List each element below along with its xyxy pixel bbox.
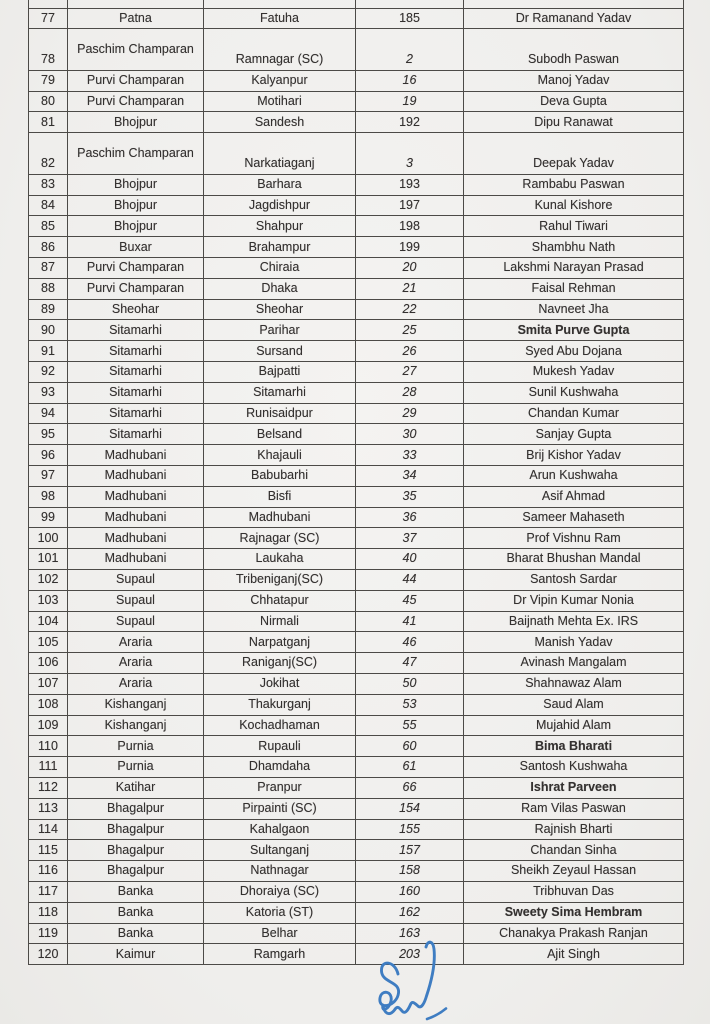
- cell-serial: 98: [29, 486, 68, 507]
- cell-constituency: Narpatganj: [204, 632, 356, 653]
- table-row: [29, 466, 684, 487]
- cell-candidate: Shambhu Nath: [464, 237, 684, 258]
- cell-serial: 99: [29, 507, 68, 528]
- cell-candidate: Baijnath Mehta Ex. IRS: [464, 611, 684, 632]
- cell-constituency: Thakurganj: [204, 694, 356, 715]
- cell-serial: 112: [29, 777, 68, 798]
- cell-candidate: Dr Ramanand Yadav: [464, 8, 684, 29]
- cell-serial: 107: [29, 674, 68, 695]
- cell-serial: 84: [29, 195, 68, 216]
- cell-constituency: Runisaidpur: [204, 403, 356, 424]
- cell-constituency: Ramnagar (SC): [204, 29, 356, 71]
- table-row: [29, 694, 684, 715]
- cell-constituency: Rupauli: [204, 736, 356, 757]
- cell-district: Purnia: [68, 736, 204, 757]
- cell-district: Sheohar: [68, 299, 204, 320]
- cell-number: 27: [356, 362, 464, 383]
- cell-candidate: Rahul Tiwari: [464, 216, 684, 237]
- table-row: [29, 486, 684, 507]
- cell-serial: 114: [29, 819, 68, 840]
- cell-constituency: Dhaka: [204, 278, 356, 299]
- table-row: [29, 840, 684, 861]
- cell-district: Paschim Champaran: [68, 29, 204, 71]
- cell-serial: 115: [29, 840, 68, 861]
- table-row: [29, 757, 684, 778]
- cell-number: 197: [356, 195, 464, 216]
- cell-constituency: Belhar: [204, 923, 356, 944]
- table-row: [29, 216, 684, 237]
- cell-district: Patna: [68, 8, 204, 29]
- cell-constituency: Brahampur: [204, 237, 356, 258]
- cell-number: 44: [356, 570, 464, 591]
- cell-serial: 94: [29, 403, 68, 424]
- cell-serial: 113: [29, 798, 68, 819]
- cell-candidate: Kunal Kishore: [464, 195, 684, 216]
- cell-number: 199: [356, 237, 464, 258]
- cell-district: Bhagalpur: [68, 861, 204, 882]
- cell-district: Purvi Champaran: [68, 278, 204, 299]
- cell-empty: [204, 0, 356, 8]
- cell-candidate: Sunil Kushwaha: [464, 382, 684, 403]
- cell-district: Sitamarhi: [68, 341, 204, 362]
- table-row: [29, 70, 684, 91]
- cell-number: 47: [356, 653, 464, 674]
- signature-dash-stroke: [427, 1009, 446, 1020]
- cell-number: 19: [356, 91, 464, 112]
- cell-district: Bhagalpur: [68, 798, 204, 819]
- table-row: [29, 861, 684, 882]
- cell-district: Katihar: [68, 777, 204, 798]
- cell-serial: 117: [29, 881, 68, 902]
- cell-number: 22: [356, 299, 464, 320]
- cell-district: Buxar: [68, 237, 204, 258]
- cell-number: 35: [356, 486, 464, 507]
- table-row: [29, 923, 684, 944]
- cell-candidate: Arun Kushwaha: [464, 466, 684, 487]
- cell-district: Bhagalpur: [68, 840, 204, 861]
- table-row: [29, 881, 684, 902]
- cell-candidate: Ram Vilas Paswan: [464, 798, 684, 819]
- cell-constituency: Katoria (ST): [204, 902, 356, 923]
- cell-serial: 116: [29, 861, 68, 882]
- cell-number: 37: [356, 528, 464, 549]
- cell-candidate: Chandan Kumar: [464, 403, 684, 424]
- cell-number: 198: [356, 216, 464, 237]
- cell-number: 34: [356, 466, 464, 487]
- cell-serial: 87: [29, 258, 68, 279]
- cell-serial: 95: [29, 424, 68, 445]
- table-row: [29, 237, 684, 258]
- cell-candidate: Manish Yadav: [464, 632, 684, 653]
- cell-candidate: Navneet Jha: [464, 299, 684, 320]
- cell-constituency: Bisfi: [204, 486, 356, 507]
- cell-number: 36: [356, 507, 464, 528]
- cell-constituency: Dhoraiya (SC): [204, 881, 356, 902]
- cell-candidate: Sanjay Gupta: [464, 424, 684, 445]
- cell-candidate: Syed Abu Dojana: [464, 341, 684, 362]
- cell-number: 66: [356, 777, 464, 798]
- cell-constituency: Ramgarh: [204, 944, 356, 965]
- cell-constituency: Tribeniganj(SC): [204, 570, 356, 591]
- cell-constituency: Nirmali: [204, 611, 356, 632]
- cell-candidate: Chandan Sinha: [464, 840, 684, 861]
- cell-serial: 118: [29, 902, 68, 923]
- cell-constituency: Chhatapur: [204, 590, 356, 611]
- cell-constituency: Parihar: [204, 320, 356, 341]
- cell-empty: [464, 0, 684, 8]
- table-row: [29, 362, 684, 383]
- table-row: [29, 674, 684, 695]
- table-row: [29, 528, 684, 549]
- cell-constituency: Bajpatti: [204, 362, 356, 383]
- cell-constituency: Kalyanpur: [204, 70, 356, 91]
- cell-empty: [356, 0, 464, 8]
- cell-constituency: Pirpainti (SC): [204, 798, 356, 819]
- cell-district: Bhojpur: [68, 216, 204, 237]
- table-row: [29, 902, 684, 923]
- cell-constituency: Motihari: [204, 91, 356, 112]
- cell-district: Purnia: [68, 757, 204, 778]
- cell-constituency: Jagdishpur: [204, 195, 356, 216]
- cell-serial: 105: [29, 632, 68, 653]
- cell-candidate: Ajit Singh: [464, 944, 684, 965]
- cell-constituency: Shahpur: [204, 216, 356, 237]
- cell-number: 154: [356, 798, 464, 819]
- cell-district: Madhubani: [68, 528, 204, 549]
- cell-candidate: Sweety Sima Hembram: [464, 902, 684, 923]
- cell-district: Banka: [68, 902, 204, 923]
- cell-district: Purvi Champaran: [68, 91, 204, 112]
- cell-serial: 85: [29, 216, 68, 237]
- cell-constituency: Jokihat: [204, 674, 356, 695]
- cell-serial: 111: [29, 757, 68, 778]
- cell-number: 28: [356, 382, 464, 403]
- cell-constituency: Nathnagar: [204, 861, 356, 882]
- cell-serial: 90: [29, 320, 68, 341]
- cell-serial: 82: [29, 133, 68, 175]
- cell-candidate: Asif Ahmad: [464, 486, 684, 507]
- cell-serial: 78: [29, 29, 68, 71]
- cell-serial: 91: [29, 341, 68, 362]
- cell-district: Araria: [68, 632, 204, 653]
- cell-candidate: Prof Vishnu Ram: [464, 528, 684, 549]
- cell-serial: 104: [29, 611, 68, 632]
- cell-constituency: Sheohar: [204, 299, 356, 320]
- cell-number: 193: [356, 174, 464, 195]
- cell-number: 45: [356, 590, 464, 611]
- table-row: [29, 944, 684, 965]
- cell-constituency: Narkatiaganj: [204, 133, 356, 175]
- table-row: [29, 382, 684, 403]
- table-row: [29, 278, 684, 299]
- cell-candidate: Sameer Mahaseth: [464, 507, 684, 528]
- cell-empty: [29, 0, 68, 8]
- cell-district: Sitamarhi: [68, 362, 204, 383]
- cell-candidate: Lakshmi Narayan Prasad: [464, 258, 684, 279]
- cell-district: Purvi Champaran: [68, 258, 204, 279]
- cell-candidate: Dipu Ranawat: [464, 112, 684, 133]
- cell-district: Paschim Champaran: [68, 133, 204, 175]
- cell-serial: 119: [29, 923, 68, 944]
- cell-candidate: Rambabu Paswan: [464, 174, 684, 195]
- candidate-table: [28, 0, 684, 965]
- cell-number: 26: [356, 341, 464, 362]
- cell-serial: 81: [29, 112, 68, 133]
- table-row: [29, 299, 684, 320]
- cell-candidate: Mukesh Yadav: [464, 362, 684, 383]
- cell-constituency: Barhara: [204, 174, 356, 195]
- cell-serial: 102: [29, 570, 68, 591]
- cell-candidate: Dr Vipin Kumar Nonia: [464, 590, 684, 611]
- table-body: [29, 0, 684, 965]
- cell-district: Supaul: [68, 611, 204, 632]
- cell-candidate: Faisal Rehman: [464, 278, 684, 299]
- cell-constituency: Chiraia: [204, 258, 356, 279]
- cell-district: Araria: [68, 674, 204, 695]
- cell-candidate: Avinash Mangalam: [464, 653, 684, 674]
- table-row: [29, 777, 684, 798]
- table-row: [29, 258, 684, 279]
- cell-number: 162: [356, 902, 464, 923]
- table-row: [29, 590, 684, 611]
- cell-candidate: Subodh Paswan: [464, 29, 684, 71]
- table-row: [29, 819, 684, 840]
- cell-serial: 89: [29, 299, 68, 320]
- cell-serial: 92: [29, 362, 68, 383]
- cell-constituency: Sultanganj: [204, 840, 356, 861]
- cell-number: 16: [356, 70, 464, 91]
- table-row: [29, 29, 684, 71]
- cell-serial: 79: [29, 70, 68, 91]
- cell-district: Banka: [68, 881, 204, 902]
- cell-candidate: Mujahid Alam: [464, 715, 684, 736]
- cell-candidate: Bharat Bhushan Mandal: [464, 549, 684, 570]
- cell-candidate: Saud Alam: [464, 694, 684, 715]
- cell-number: 21: [356, 278, 464, 299]
- cell-district: Madhubani: [68, 445, 204, 466]
- table-row: [29, 611, 684, 632]
- cell-constituency: Kahalgaon: [204, 819, 356, 840]
- cell-constituency: Laukaha: [204, 549, 356, 570]
- cell-serial: 100: [29, 528, 68, 549]
- table-row: [29, 798, 684, 819]
- cell-constituency: Belsand: [204, 424, 356, 445]
- cell-number: 46: [356, 632, 464, 653]
- cell-serial: 96: [29, 445, 68, 466]
- cell-district: Madhubani: [68, 549, 204, 570]
- cell-number: 160: [356, 881, 464, 902]
- cell-constituency: Fatuha: [204, 8, 356, 29]
- cell-number: 29: [356, 403, 464, 424]
- cell-number: 41: [356, 611, 464, 632]
- cell-district: Madhubani: [68, 486, 204, 507]
- cell-number: 185: [356, 8, 464, 29]
- cell-constituency: Babubarhi: [204, 466, 356, 487]
- cell-number: 20: [356, 258, 464, 279]
- cell-district: Bhojpur: [68, 174, 204, 195]
- table-row: [29, 403, 684, 424]
- cell-serial: 88: [29, 278, 68, 299]
- cell-serial: 106: [29, 653, 68, 674]
- cell-district: Sitamarhi: [68, 382, 204, 403]
- table-row: [29, 133, 684, 175]
- table-row: [29, 507, 684, 528]
- cell-district: Purvi Champaran: [68, 70, 204, 91]
- cell-candidate: Bima Bharati: [464, 736, 684, 757]
- table-row: [29, 424, 684, 445]
- cell-empty: [68, 0, 204, 8]
- cell-district: Bhojpur: [68, 195, 204, 216]
- cell-constituency: Madhubani: [204, 507, 356, 528]
- cell-number: 155: [356, 819, 464, 840]
- cell-constituency: Khajauli: [204, 445, 356, 466]
- cell-serial: 101: [29, 549, 68, 570]
- table-row: [29, 549, 684, 570]
- cell-candidate: Shahnawaz Alam: [464, 674, 684, 695]
- table-row: [29, 195, 684, 216]
- cell-serial: 103: [29, 590, 68, 611]
- cell-constituency: Pranpur: [204, 777, 356, 798]
- cell-district: Sitamarhi: [68, 424, 204, 445]
- cell-number: 55: [356, 715, 464, 736]
- cell-serial: 110: [29, 736, 68, 757]
- cell-serial: 120: [29, 944, 68, 965]
- cell-district: Kishanganj: [68, 694, 204, 715]
- cell-number: 25: [356, 320, 464, 341]
- cell-constituency: Rajnagar (SC): [204, 528, 356, 549]
- table-row: [29, 320, 684, 341]
- table-row: [29, 174, 684, 195]
- table-row: [29, 653, 684, 674]
- table-row: [29, 736, 684, 757]
- cell-district: Kaimur: [68, 944, 204, 965]
- cell-number: 60: [356, 736, 464, 757]
- table-row: [29, 91, 684, 112]
- cell-number: 158: [356, 861, 464, 882]
- cell-serial: 83: [29, 174, 68, 195]
- cell-number: 50: [356, 674, 464, 695]
- cell-candidate: Tribhuvan Das: [464, 881, 684, 902]
- cell-serial: 77: [29, 8, 68, 29]
- cell-candidate: Chanakya Prakash Ranjan: [464, 923, 684, 944]
- cell-district: Madhubani: [68, 507, 204, 528]
- cell-district: Madhubani: [68, 466, 204, 487]
- cell-number: 203: [356, 944, 464, 965]
- cell-serial: 97: [29, 466, 68, 487]
- cell-number: 2: [356, 29, 464, 71]
- cell-district: Supaul: [68, 570, 204, 591]
- cell-candidate: Deva Gupta: [464, 91, 684, 112]
- cell-candidate: Brij Kishor Yadav: [464, 445, 684, 466]
- cell-candidate: Ishrat Parveen: [464, 777, 684, 798]
- table-row: [29, 570, 684, 591]
- cell-district: Supaul: [68, 590, 204, 611]
- table-row: [29, 341, 684, 362]
- cell-candidate: Manoj Yadav: [464, 70, 684, 91]
- cell-number: 33: [356, 445, 464, 466]
- cell-district: Araria: [68, 653, 204, 674]
- cell-candidate: Smita Purve Gupta: [464, 320, 684, 341]
- cell-district: Banka: [68, 923, 204, 944]
- cell-candidate: Santosh Kushwaha: [464, 757, 684, 778]
- cell-district: Kishanganj: [68, 715, 204, 736]
- cell-district: Bhojpur: [68, 112, 204, 133]
- cell-constituency: Raniganj(SC): [204, 653, 356, 674]
- cell-serial: 108: [29, 694, 68, 715]
- cell-number: 40: [356, 549, 464, 570]
- cell-candidate: Sheikh Zeyaul Hassan: [464, 861, 684, 882]
- cell-constituency: Kochadhaman: [204, 715, 356, 736]
- cell-candidate: Deepak Yadav: [464, 133, 684, 175]
- cell-serial: 93: [29, 382, 68, 403]
- cell-constituency: Sandesh: [204, 112, 356, 133]
- cell-district: Bhagalpur: [68, 819, 204, 840]
- cell-candidate: Rajnish Bharti: [464, 819, 684, 840]
- cell-number: 30: [356, 424, 464, 445]
- table-row: [29, 715, 684, 736]
- cell-district: Sitamarhi: [68, 403, 204, 424]
- cell-district: Sitamarhi: [68, 320, 204, 341]
- table-row: [29, 632, 684, 653]
- cell-serial: 80: [29, 91, 68, 112]
- cell-candidate: Santosh Sardar: [464, 570, 684, 591]
- table-row: [29, 8, 684, 29]
- cell-number: 192: [356, 112, 464, 133]
- cell-serial: 109: [29, 715, 68, 736]
- cell-number: 61: [356, 757, 464, 778]
- cell-constituency: Dhamdaha: [204, 757, 356, 778]
- table-row: [29, 445, 684, 466]
- cell-number: 157: [356, 840, 464, 861]
- cell-number: 3: [356, 133, 464, 175]
- cell-constituency: Sursand: [204, 341, 356, 362]
- table-row-partial: [29, 0, 684, 8]
- table-row: [29, 112, 684, 133]
- cell-constituency: Sitamarhi: [204, 382, 356, 403]
- cell-serial: 86: [29, 237, 68, 258]
- cell-number: 163: [356, 923, 464, 944]
- cell-number: 53: [356, 694, 464, 715]
